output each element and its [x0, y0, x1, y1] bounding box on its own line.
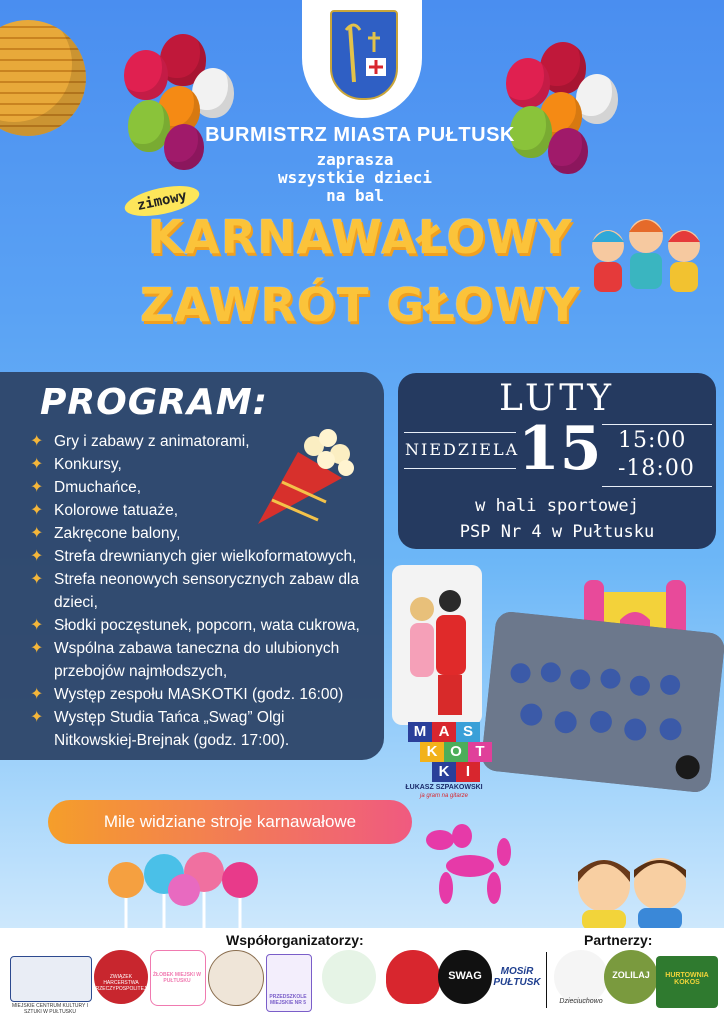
divider — [602, 424, 712, 425]
dzieciuchowo-logo-text: Dzieciuchowo — [559, 998, 603, 1005]
invite-line: na bal — [326, 186, 384, 205]
star-icon: ✦ — [30, 479, 44, 496]
list-item: ✦ Dmuchańce, — [30, 476, 380, 499]
event-weekday: NIEDZIELA — [405, 440, 520, 459]
event-venue-school: PSP Nr 4 w Pułtusku — [459, 522, 655, 542]
list-item: ✦ Występ Studia Tańca „Swag” Olgi Nitkowskiej-Brejnak (godz. 17:00). — [30, 706, 354, 752]
divider — [546, 952, 547, 1008]
partners-label: Partnerzy: — [584, 932, 653, 948]
dzieciuchowo-logo — [554, 950, 608, 1004]
cotton-candy-icon — [104, 850, 264, 928]
list-item: ✦ Zakręcone balony, — [30, 522, 380, 545]
event-venue: w hali sportowej — [475, 496, 639, 516]
list-item: ✦ Wspólna zabawa taneczna do ulubionych przebojów najmłodszych, — [30, 637, 372, 683]
event-month: LUTY — [498, 378, 616, 419]
list-item: ✦ Strefa drewnianych gier wielkoformatowych, — [30, 545, 380, 568]
star-icon: ✦ — [30, 617, 44, 634]
star-icon: ✦ — [30, 640, 44, 657]
list-item: ✦ Kolorowe tatuaże, — [30, 499, 380, 522]
divider — [404, 468, 516, 469]
event-time-start: 15:00 — [618, 428, 687, 453]
zolilaj-logo-text: ZOLILAJ — [612, 970, 650, 980]
mckis-logo-text: MIEJSKIE CENTRUM KULTURY I SZTUKI W PUŁTUSKU — [11, 1003, 89, 1015]
star-icon: ✦ — [30, 525, 44, 542]
swag-logo-text: SWAG — [448, 970, 482, 982]
balloon-icon — [576, 74, 618, 124]
mckis-logo — [10, 956, 92, 1002]
kids-faces-illustration — [572, 838, 692, 930]
star-icon: ✦ — [30, 686, 44, 703]
disco-ball-icon — [0, 20, 86, 136]
star-icon: ✦ — [30, 571, 44, 588]
invite-line: zaprasza — [316, 150, 394, 169]
star-icon: ✦ — [30, 502, 44, 519]
band-photo — [392, 565, 482, 725]
zhr-logo-text: ZWIĄZEK HARCERSTWA RZECZYPOSPOLITEJ — [95, 974, 147, 992]
divider — [602, 486, 712, 487]
portrait-school-logo — [208, 950, 264, 1006]
school-logo — [322, 950, 376, 1004]
star-icon: ✦ — [30, 709, 44, 726]
balloon-icon — [548, 128, 588, 174]
dance-studio-photo — [480, 610, 724, 793]
popcorn-icon — [252, 416, 362, 528]
coorganizers-label: Współorganizatorzy: — [226, 932, 364, 948]
star-icon: ✦ — [30, 433, 44, 450]
list-item: ✦ Konkursy, — [30, 453, 380, 476]
list-item: ✦ Słodki poczęstunek, popcorn, wata cukrowa, — [30, 614, 380, 637]
zlobek-logo-text: ŻŁOBEK MIEJSKI W PUŁTUSKU — [152, 972, 202, 984]
organizer-title: BURMISTRZ MIASTA PUŁTUSK — [205, 124, 515, 146]
list-item: ✦ Występ zespołu MASKOTKI (godz. 16:00) — [30, 683, 380, 706]
event-day: 15 — [518, 414, 602, 484]
city-crest-icon — [330, 10, 398, 100]
star-icon: ✦ — [30, 456, 44, 473]
event-title-line2: ZAWRÓT GŁOWY — [139, 278, 581, 332]
winter-badge: zimowy — [122, 180, 202, 221]
kokos-logo-text: HURTOWNIA KOKOS — [665, 972, 709, 986]
winter-kids-illustration — [578, 206, 714, 312]
mosir-logo: MOSiR PUŁTUSK — [493, 966, 541, 988]
list-item: ✦ Gry i zabawy z animatorami, — [30, 430, 380, 453]
maskotki-logo: M A S K O T K I — [408, 722, 482, 786]
balloon-icon — [124, 50, 168, 100]
event-time-end: -18:00 — [618, 456, 695, 481]
balloon-dog-icon — [420, 818, 516, 910]
heart-logo — [386, 950, 440, 1004]
przedszkole-logo-text: PRZEDSZKOLE MIEJSKIE NR 5 — [269, 994, 307, 1006]
divider — [404, 432, 516, 433]
list-item: ✦ Strefa neonowych sensorycznych zabaw dla dzieci, — [30, 568, 384, 614]
event-title-line1: KARNAWAŁOWY — [147, 210, 573, 264]
performer-name: ŁUKASZ SZPAKOWSKI — [405, 784, 483, 791]
program-title: PROGRAM: — [40, 382, 269, 423]
invite-line: wszystkie dzieci — [277, 168, 433, 187]
performer-tagline: ja gram na gitarze — [419, 793, 469, 799]
star-icon: ✦ — [30, 548, 44, 565]
costume-note: Mile widziane stroje karnawałowe — [48, 800, 412, 844]
